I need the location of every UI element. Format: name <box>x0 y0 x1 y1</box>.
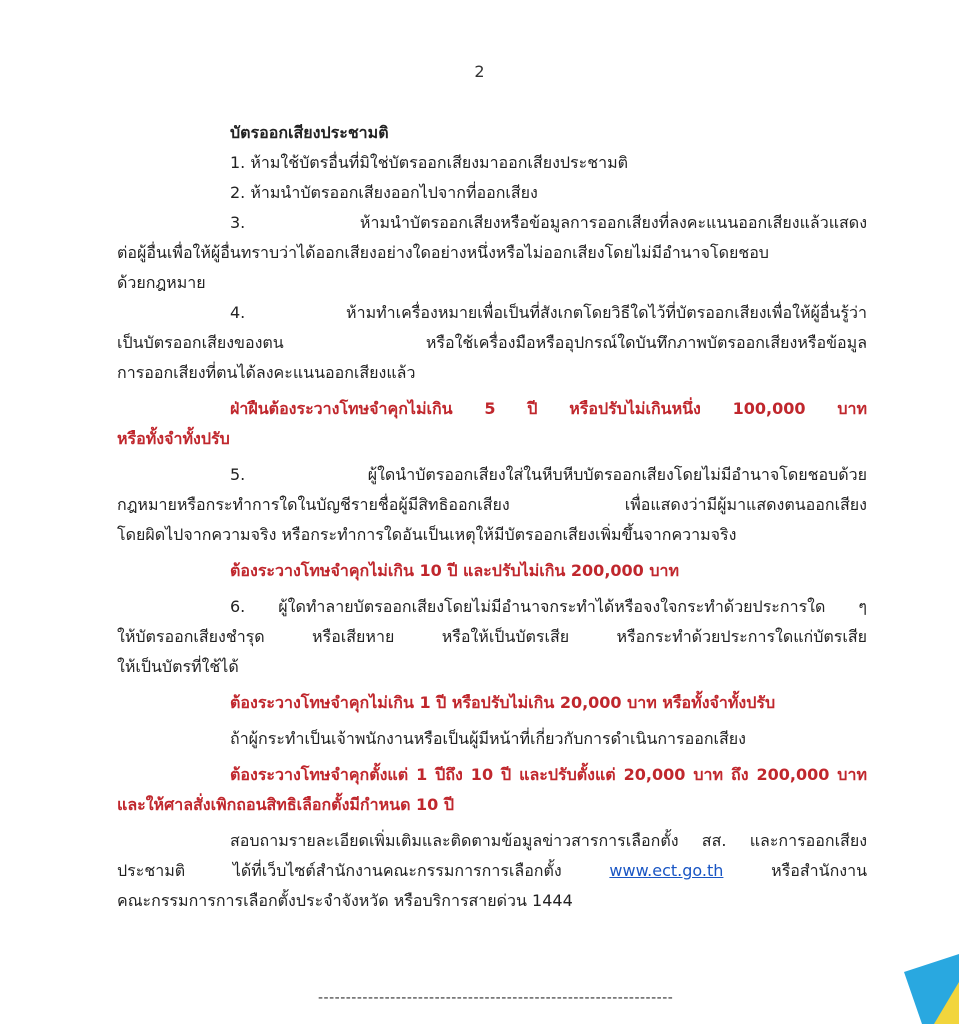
contact-line-3: คณะกรรมการการเลือกตั้งประจำจังหวัด หรือบริการสายด่วน 1444 <box>117 891 573 910</box>
penalty-2: ต้องระวางโทษจำคุกไม่เกิน 10 ปี และปรับไม่เกิน 200,000 บาท <box>230 561 680 580</box>
section-heading: บัตรออกเสียงประชามติ <box>230 123 389 142</box>
penalty-4-line-2: และให้ศาลสั่งเพิกถอนสิทธิเลือกตั้งมีกำหนด 10 ปี <box>117 795 455 814</box>
page-number: 2 <box>474 62 485 81</box>
official-note: ถ้าผู้กระทำเป็นเจ้าพนักงานหรือเป็นผู้มีหน้าที่เกี่ยวกับการดำเนินการออกเสียง <box>230 729 746 748</box>
corner-decoration <box>904 954 959 1024</box>
rule-5-line-1: 5. ผู้ใดนำบัตรออกเสียงใส่ในหีบหีบบัตรออกเสียงโดยไม่มีอำนาจโดยชอบด้วย <box>230 465 867 484</box>
ect-website-link[interactable]: www.ect.go.th <box>609 861 724 880</box>
rule-3-line-1: 3. ห้ามนำบัตรออกเสียงหรือข้อมูลการออกเสียงที่ลงคะแนนออกเสียงแล้วแสดง <box>230 213 867 232</box>
rule-4-line-3: การออกเสียงที่ตนได้ลงคะแนนออกเสียงแล้ว <box>117 363 416 382</box>
document-body <box>117 118 867 916</box>
separator-line: ---------------------------------------------------------------- <box>318 990 674 1006</box>
contact-line-1: สอบถามรายละเอียดเพิ่มเติมและติดตามข้อมูลข่าวสารการเลือกตั้ง สส. และการออกเสียง <box>230 831 867 850</box>
rule-6-line-2: ให้บัตรออกเสียงชำรุด หรือเสียหาย หรือให้เป็นบัตรเสีย หรือกระทำด้วยประการใดแก่บัตรเสีย <box>117 627 867 646</box>
penalty-1-line-2: หรือทั้งจำทั้งปรับ <box>117 429 230 448</box>
contact-line-2 <box>117 856 867 886</box>
contact-text-after: หรือสำนักงาน <box>771 861 867 880</box>
rule-5-line-3: โดยผิดไปจากความจริง หรือกระทำการใดอันเป็นเหตุให้มีบัตรออกเสียงเพิ่มขึ้นจากความจริง <box>117 525 737 544</box>
rule-3-line-3: ด้วยกฎหมาย <box>117 273 206 292</box>
contact-text: ประชามติ ได้ที่เว็บไซต์สำนักงานคณะกรรมการการเลือกตั้ง <box>117 861 562 880</box>
rule-4-line-1: 4. ห้ามทำเครื่องหมายเพื่อเป็นที่สังเกตโดยวิธีใดไว้ที่บัตรออกเสียงเพื่อให้ผู้อื่นรู้ว่า <box>230 303 867 322</box>
rule-6-line-3: ให้เป็นบัตรที่ใช้ได้ <box>117 657 239 676</box>
rule-2: 2. ห้ามนำบัตรออกเสียงออกไปจากที่ออกเสียง <box>230 183 538 202</box>
rule-6-line-1: 6. ผู้ใดทำลายบัตรออกเสียงโดยไม่มีอำนาจกระทำได้หรือจงใจกระทำด้วยประการใด ๆ <box>230 597 867 616</box>
penalty-4-line-1: ต้องระวางโทษจำคุกตั้งแต่ 1 ปีถึง 10 ปี และปรับตั้งแต่ 20,000 บาท ถึง 200,000 บาท <box>230 765 867 784</box>
penalty-1-line-1: ฝ่าฝืนต้องระวางโทษจำคุกไม่เกิน 5 ปี หรือปรับไม่เกินหนึ่ง 100,000 บาท <box>230 399 867 418</box>
rule-1: 1. ห้ามใช้บัตรอื่นที่มิใช่บัตรออกเสียงมาออกเสียงประชามติ <box>230 153 629 172</box>
rule-5-line-2: กฎหมายหรือกระทำการใดในบัญชีรายชื่อผู้มีสิทธิออกเสียง เพื่อแสดงว่ามีผู้มาแสดงตนออกเสียง <box>117 495 867 514</box>
rule-3-line-2: ต่อผู้อื่นเพื่อให้ผู้อื่นทราบว่าได้ออกเสียงอย่างใดอย่างหนึ่งหรือไม่ออกเสียงโดยไม่มีอำนาจโดยชอบ <box>117 243 769 262</box>
penalty-3: ต้องระวางโทษจำคุกไม่เกิน 1 ปี หรือปรับไม่เกิน 20,000 บาท หรือทั้งจำทั้งปรับ <box>230 693 776 712</box>
rule-4-line-2: เป็นบัตรออกเสียงของตน หรือใช้เครื่องมือหรืออุปกรณ์ใดบันทึกภาพบัตรออกเสียงหรือข้อมูล <box>117 333 867 352</box>
